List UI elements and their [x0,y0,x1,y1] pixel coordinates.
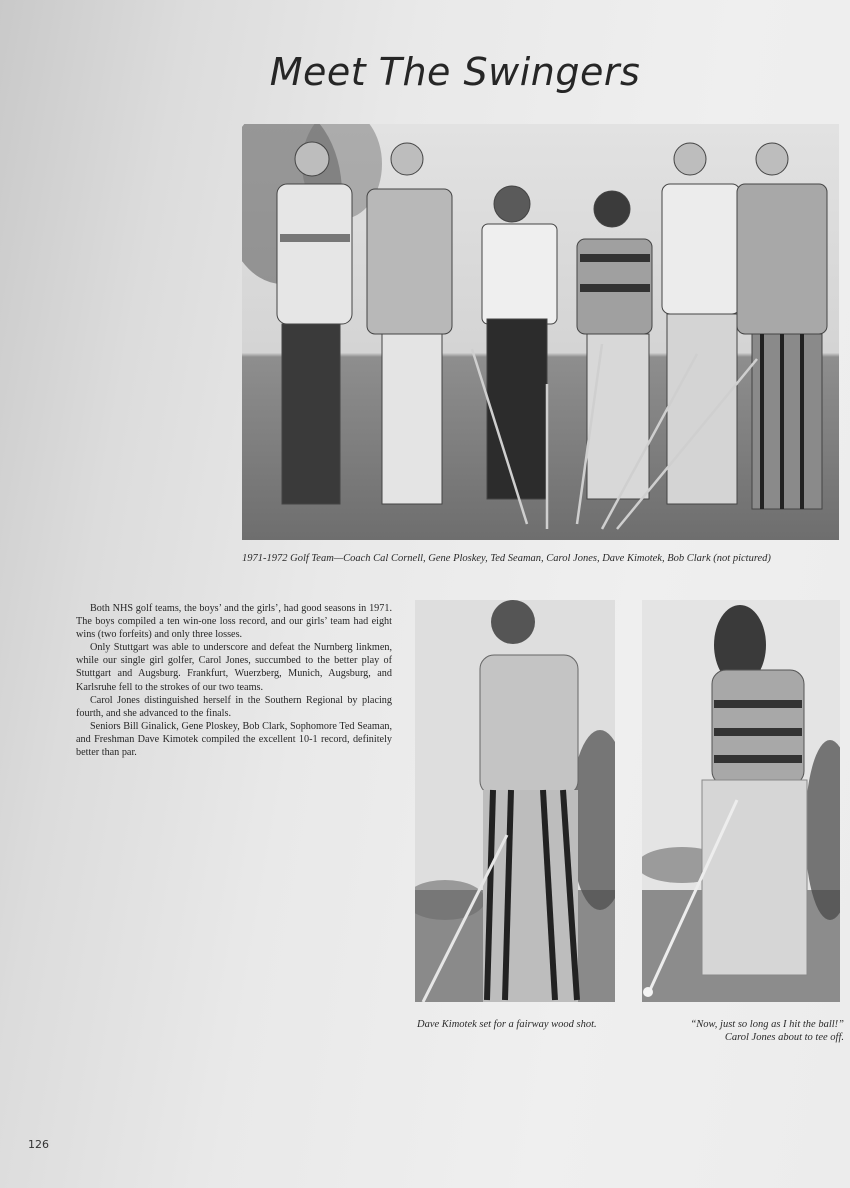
team-photo [242,124,839,540]
dave-photo-caption: Dave Kimotek set for a fairway wood shot. [417,1019,597,1030]
carol-jones-photo [642,600,840,1002]
article-paragraph: Both NHS golf teams, the boys’ and the girls’, had good seasons in 1971. The boys compiled a ten win-one loss record, and our girls’ team had eight wins (two forfeits) and only three losses. [76,603,392,641]
dave-kimotek-photo [415,600,615,1002]
article-body [76,602,392,759]
article-paragraph: Seniors Bill Ginalick, Gene Ploskey, Bob Clark, Sophomore Ted Seaman, and Freshman Dave Kimotek compiled the excellent 10-1 record, definitely better than par. [76,720,392,759]
page-number: 126 [28,1138,49,1151]
article-paragraph: Only Stuttgart was able to underscore and defeat the Nurnberg linkmen, while our single girl golfer, Carol Jones, succumbed to the better play of Stuttgart and Augsburg. Frankfurt, Wuerzberg, Munich, Augsburg, and Karlsruhe fell to the strokes of our two teams. [76,642,392,693]
carol-caption-text: Carol Jones about to tee off. [724,1032,844,1043]
article-paragraph: Carol Jones distinguished herself in the Southern Regional by placing fourth, and she advanced to the finals. [76,694,392,719]
team-photo-caption: 1971-1972 Golf Team—Coach Cal Cornell, Gene Ploskey, Ted Seaman, Carol Jones, Dave Kimotek, Bob Clark (not pictured) [242,553,771,564]
carol-caption-quote: “Now, just so long as I hit the ball!” [690,1019,844,1030]
carol-photo-caption [642,1018,844,1044]
page-title: Meet The Swingers [269,50,641,94]
